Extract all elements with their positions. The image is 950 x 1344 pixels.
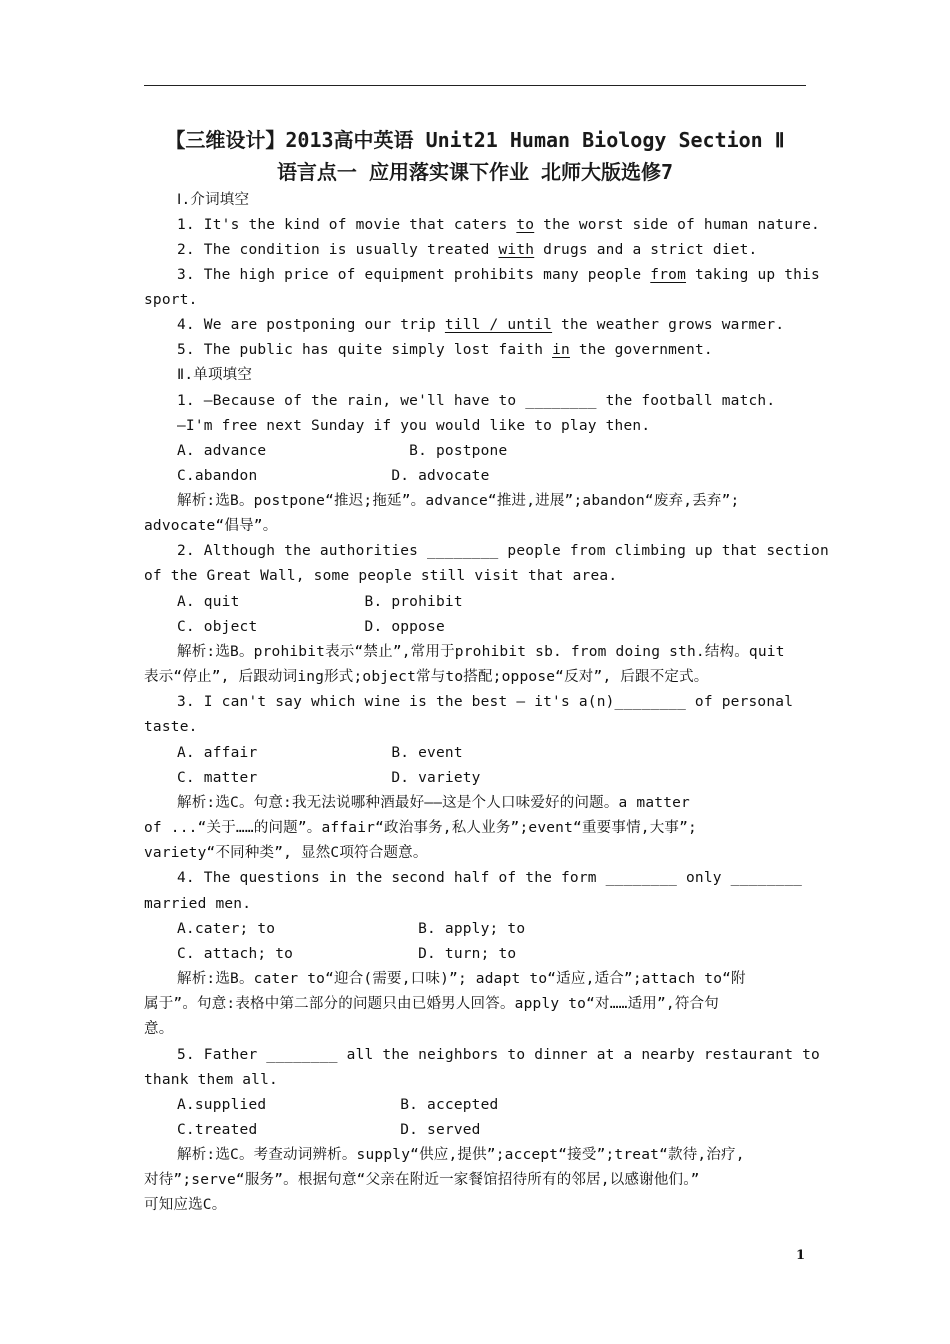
analysis-line: of ...“关于……的问题”。affair“政治事务,私人业务”;event“重要事情,大事”;: [144, 820, 697, 836]
option-line: C. object D. oppose: [177, 619, 445, 635]
option-line: A.supplied B. accepted: [177, 1097, 499, 1113]
option-line: A. quit B. prohibit: [177, 594, 463, 610]
fill-item-continuation: sport.: [144, 292, 198, 308]
question-line: 2. Although the authorities ________ people from climbing up that section: [177, 543, 829, 559]
analysis-line: 属于”。句意:表格中第二部分的问题只由已婚男人回答。apply to“对……适用”,符合句: [144, 996, 719, 1012]
fill-item: 1. It's the kind of movie that caters to the worst side of human nature.: [177, 217, 820, 233]
answer: with: [498, 242, 535, 258]
option-line: A.cater; to B. apply; to: [177, 921, 526, 937]
fill-item: 5. The public has quite simply lost faith in the government.: [177, 342, 713, 358]
analysis-line: 解析:选C。考查动词辨析。supply“供应,提供”;accept“接受”;treat“款待,治疗,: [177, 1147, 745, 1163]
page-number: 1: [796, 1248, 806, 1263]
answer: in: [552, 342, 570, 358]
answer: from: [650, 267, 687, 283]
analysis-line: 解析:选B。prohibit表示“禁止”,常用于prohibit sb. from doing sth.结构。quit: [177, 644, 785, 660]
answer: till / until: [444, 317, 553, 333]
question-line: of the Great Wall, some people still visit that area.: [144, 568, 618, 584]
question-line: thank them all.: [144, 1072, 278, 1088]
analysis-line: 可知应选C。: [144, 1197, 227, 1213]
question-line: married men.: [144, 896, 252, 912]
question-line: 4. The questions in the second half of the form ________ only ________: [177, 870, 803, 886]
document-title-line-1: 【三维设计】2013高中英语 Unit21 Human Biology Section Ⅱ: [165, 128, 785, 152]
option-line: C.abandon D. advocate: [177, 468, 490, 484]
analysis-line: 意。: [144, 1021, 174, 1037]
section-2-heading: Ⅱ.单项填空: [177, 367, 253, 383]
option-line: C. matter D. variety: [177, 770, 481, 786]
question-line: 1. —Because of the rain, we'll have to ________ the football match.: [177, 393, 776, 409]
analysis-line: 解析:选C。句意:我无法说哪种酒最好——这是个人口味爱好的问题。a matter: [177, 795, 690, 811]
fill-item: 3. The high price of equipment prohibits many people from taking up this: [177, 267, 820, 283]
question-line: 3. I can't say which wine is the best — it's a(n)________ of personal: [177, 694, 794, 710]
analysis-line: 解析:选B。cater to“迎合(需要,口味)”; adapt to“适应,适合”;attach to“附: [177, 971, 746, 987]
fill-item: 2. The condition is usually treated with drugs and a strict diet.: [177, 242, 758, 258]
answer: to: [516, 217, 535, 233]
section-1-heading: Ⅰ.介词填空: [177, 192, 250, 208]
analysis-line: variety“不同种类”, 显然C项符合题意。: [144, 845, 428, 861]
header-rule: [144, 85, 806, 86]
question-line: 5. Father ________ all the neighbors to dinner at a nearby restaurant to: [177, 1047, 820, 1063]
analysis-line: advocate“倡导”。: [144, 518, 278, 534]
option-line: A. advance B. postpone: [177, 443, 508, 459]
option-line: A. affair B. event: [177, 745, 463, 761]
analysis-line: 解析:选B。postpone“推迟;拖延”。advance“推进,进展”;abandon“废弃,丢弃”;: [177, 493, 740, 509]
analysis-line: 表示“停止”, 后跟动词ing形式;object常与to搭配;oppose“反对”, 后跟不定式。: [144, 669, 709, 685]
option-line: C. attach; to D. turn; to: [177, 946, 517, 962]
fill-item: 4. We are postponing our trip till / until the weather grows warmer.: [177, 317, 785, 333]
option-line: C.treated D. served: [177, 1122, 481, 1138]
analysis-line: 对待”;serve“服务”。根据句意“父亲在附近一家餐馆招待所有的邻居,以感谢他们。”: [144, 1172, 700, 1188]
question-line: —I'm free next Sunday if you would like to play then.: [177, 418, 651, 434]
document-title-line-2: 语言点一 应用落实课下作业 北师大版选修7: [276, 160, 674, 184]
question-line: taste.: [144, 719, 198, 735]
